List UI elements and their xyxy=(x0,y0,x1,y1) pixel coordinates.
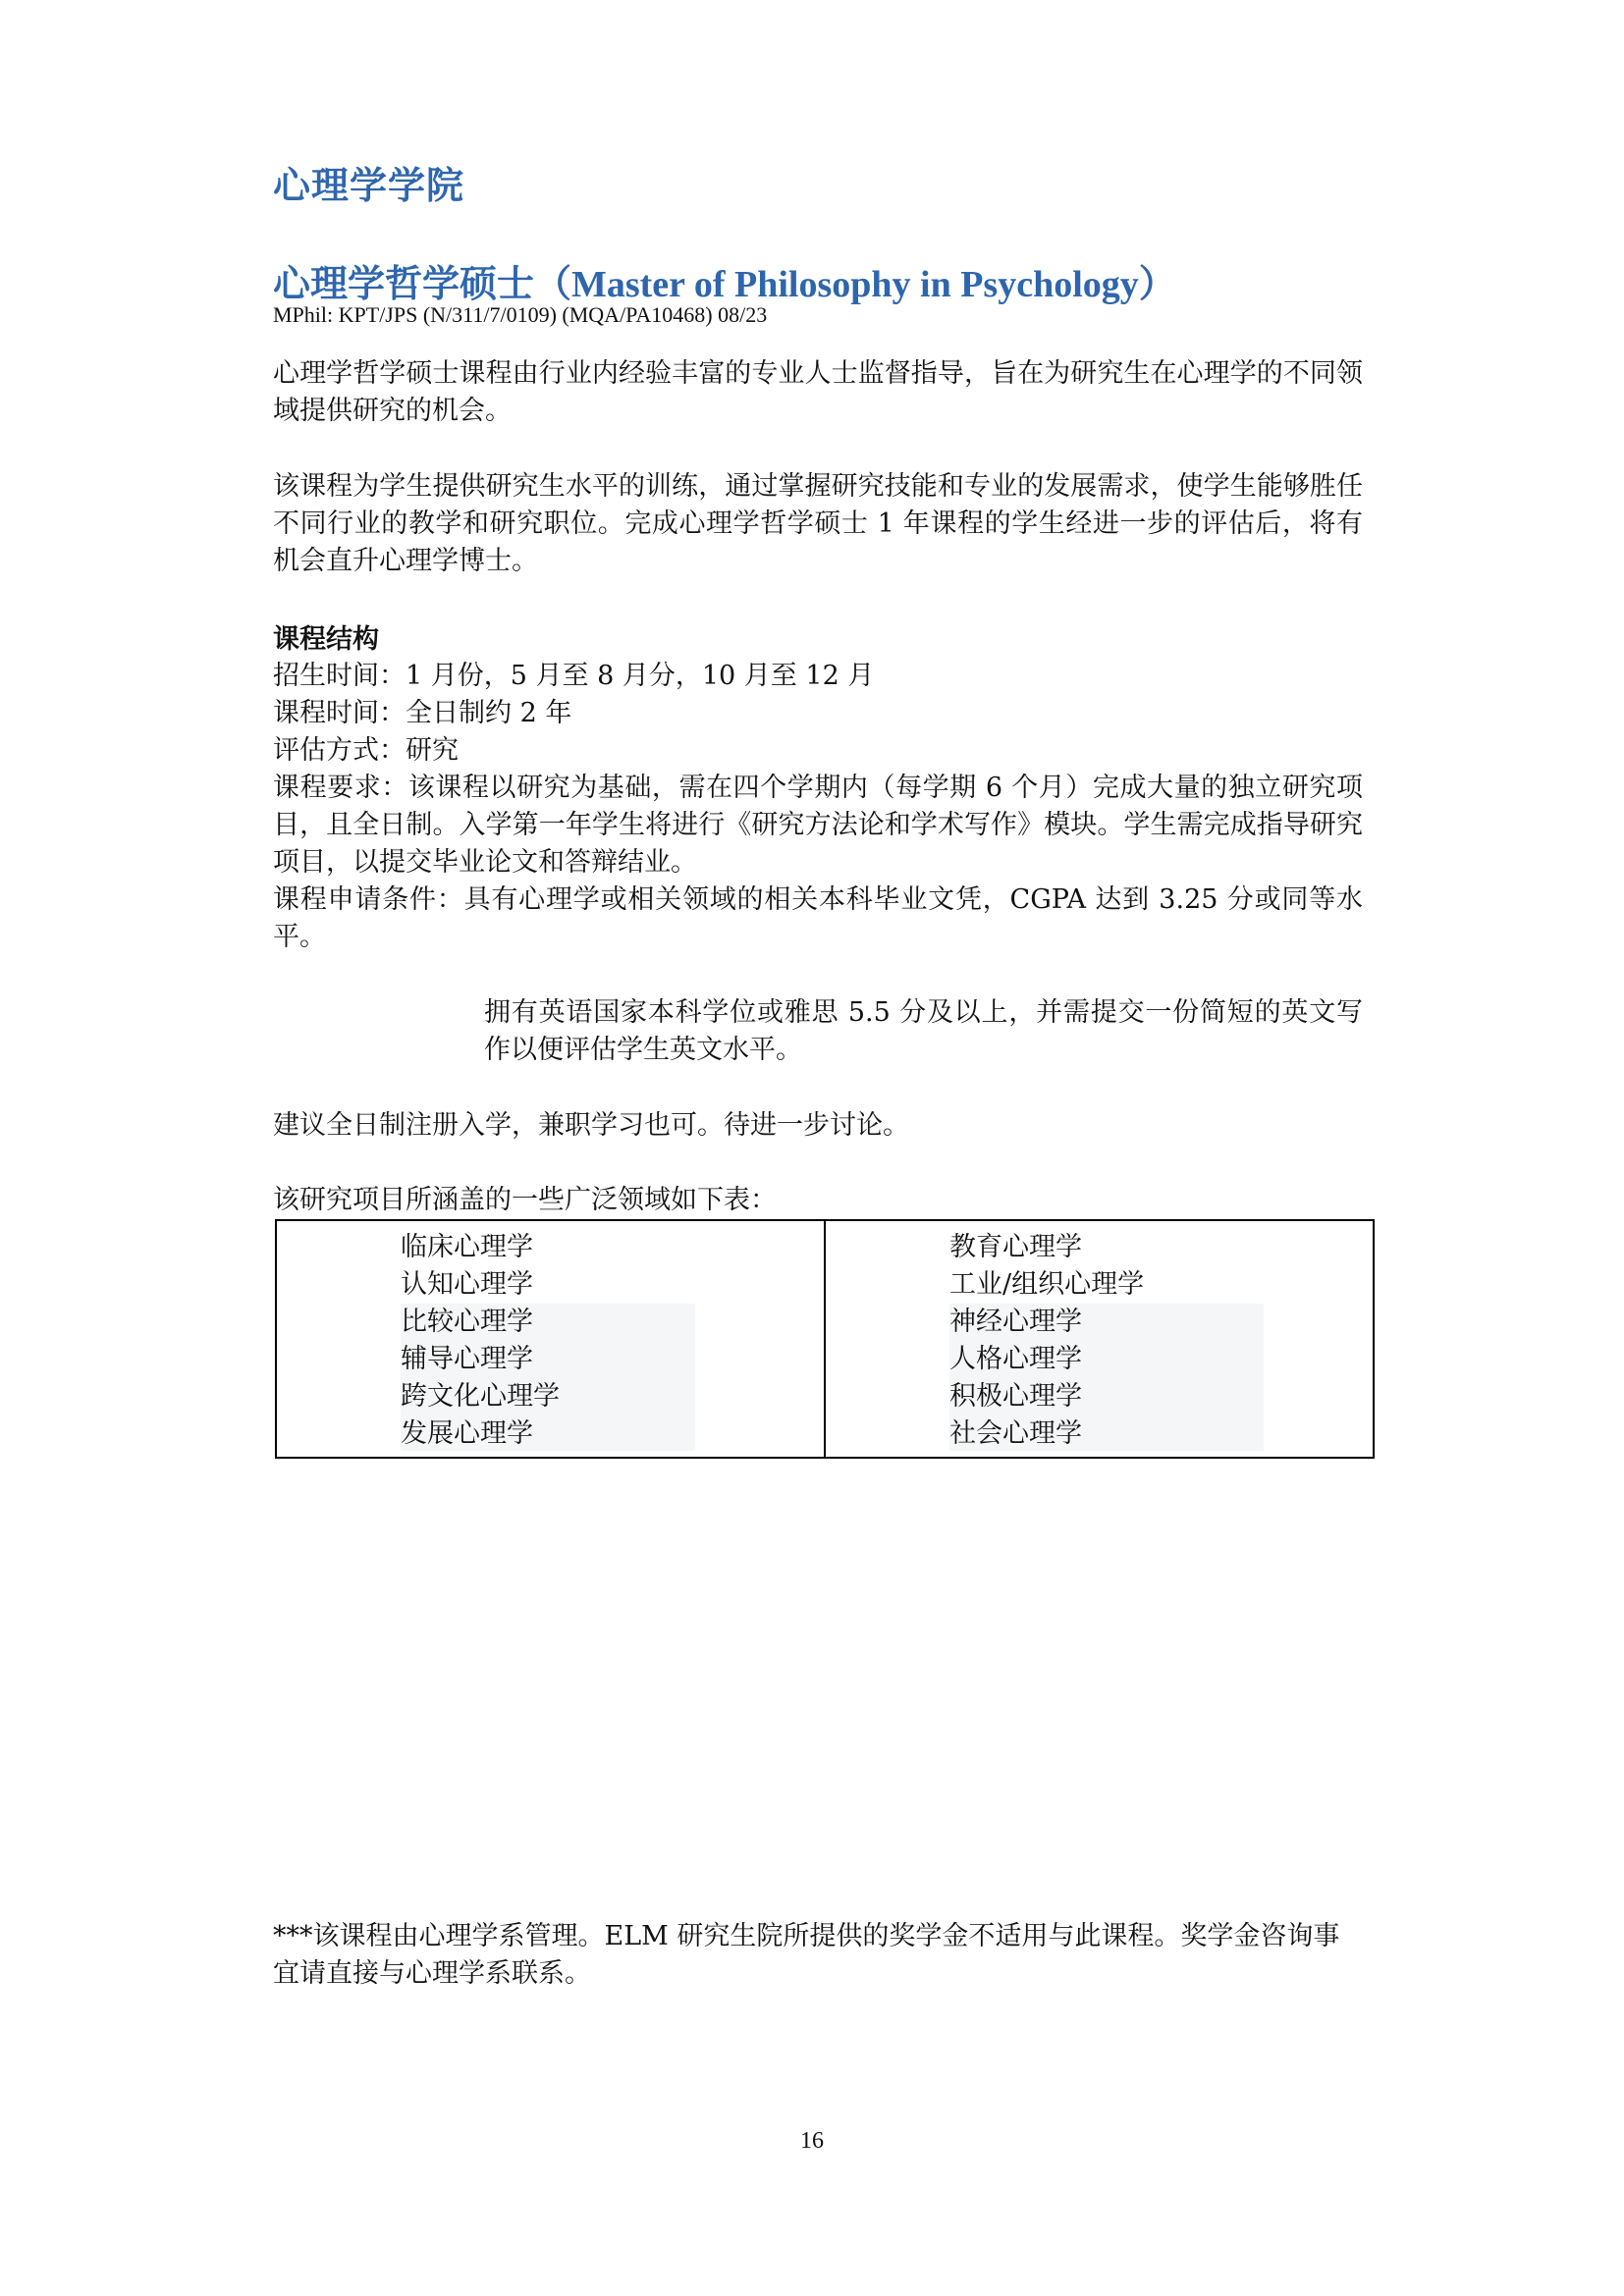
areas-column-right xyxy=(824,1221,1373,1457)
footnote: ***该课程由心理学系管理。ELM 研究生院所提供的奖学金不适用与此课程。奖学金咨询事宜请直接与心理学系联系。 xyxy=(273,1921,1340,1989)
area-item: 人格心理学 xyxy=(949,1344,1082,1374)
area-item: 临床心理学 xyxy=(401,1232,533,1262)
intro-paragraph-2: 该课程为学生提供研究生水平的训练，通过掌握研究技能和专业的发展需求，使学生能够胜任不同行业的教学和研究职位。完成心理学哲学硕士 1 年课程的学生经进一步的评估后，将有机会直升心理学博士。 xyxy=(273,471,1363,576)
faculty-title: 心理学学院 xyxy=(273,164,465,207)
area-item: 工业/组织心理学 xyxy=(949,1269,1145,1300)
intro-paragraph-1: 心理学哲学硕士课程由行业内经验丰富的专业人士监督指导，旨在为研究生在心理学的不同领域提供研究的机会。 xyxy=(273,358,1363,426)
intake-line: 招生时间：1 月份，5 月至 8 月分，10 月至 12 月 xyxy=(273,661,875,691)
program-code: MPhil: KPT/JPS (N/311/7/0109) (MQA/PA10468) 08/23 xyxy=(273,302,768,327)
area-item: 教育心理学 xyxy=(949,1232,1082,1262)
structure-heading: 课程结构 xyxy=(273,624,379,655)
area-item: 社会心理学 xyxy=(949,1418,1082,1449)
area-item: 认知心理学 xyxy=(401,1269,533,1300)
area-item: 比较心理学 xyxy=(401,1307,533,1337)
area-item: 积极心理学 xyxy=(949,1381,1082,1412)
duration-line: 课程时间：全日制约 2 年 xyxy=(273,698,572,728)
page-number: 16 xyxy=(800,2128,824,2154)
area-item: 发展心理学 xyxy=(401,1418,533,1449)
requirements-line: 课程要求：该课程以研究为基础，需在四个学期内（每学期 6 个月）完成大量的独立研究项目，且全日制。入学第一年学生将进行《研究方法论和学术写作》模块。学生需完成指导研究项目，以提交毕业论文和答辩结业。 xyxy=(273,773,1363,878)
area-item: 神经心理学 xyxy=(949,1307,1082,1337)
area-item: 辅导心理学 xyxy=(401,1344,533,1374)
structure-details xyxy=(273,658,1363,956)
assessment-line: 评估方式：研究 xyxy=(273,735,459,766)
program-title: 心理学哲学硕士（Master of Philosophy in Psychology） xyxy=(273,264,1176,305)
areas-column-left xyxy=(277,1221,824,1457)
areas-intro: 该研究项目所涵盖的一些广泛领域如下表： xyxy=(273,1185,777,1215)
area-item: 跨文化心理学 xyxy=(401,1381,560,1412)
language-requirement: 拥有英语国家本科学位或雅思 5.5 分及以上，并需提交一份简短的英文写作以便评估学生英文水平。 xyxy=(484,997,1363,1065)
entry-requirements-line: 课程申请条件：具有心理学或相关领域的相关本科毕业文凭，CGPA 达到 3.25 分或同等水平。 xyxy=(273,884,1363,952)
research-areas-table xyxy=(275,1219,1375,1459)
enrollment-note: 建议全日制注册入学，兼职学习也可。待进一步讨论。 xyxy=(273,1110,909,1141)
